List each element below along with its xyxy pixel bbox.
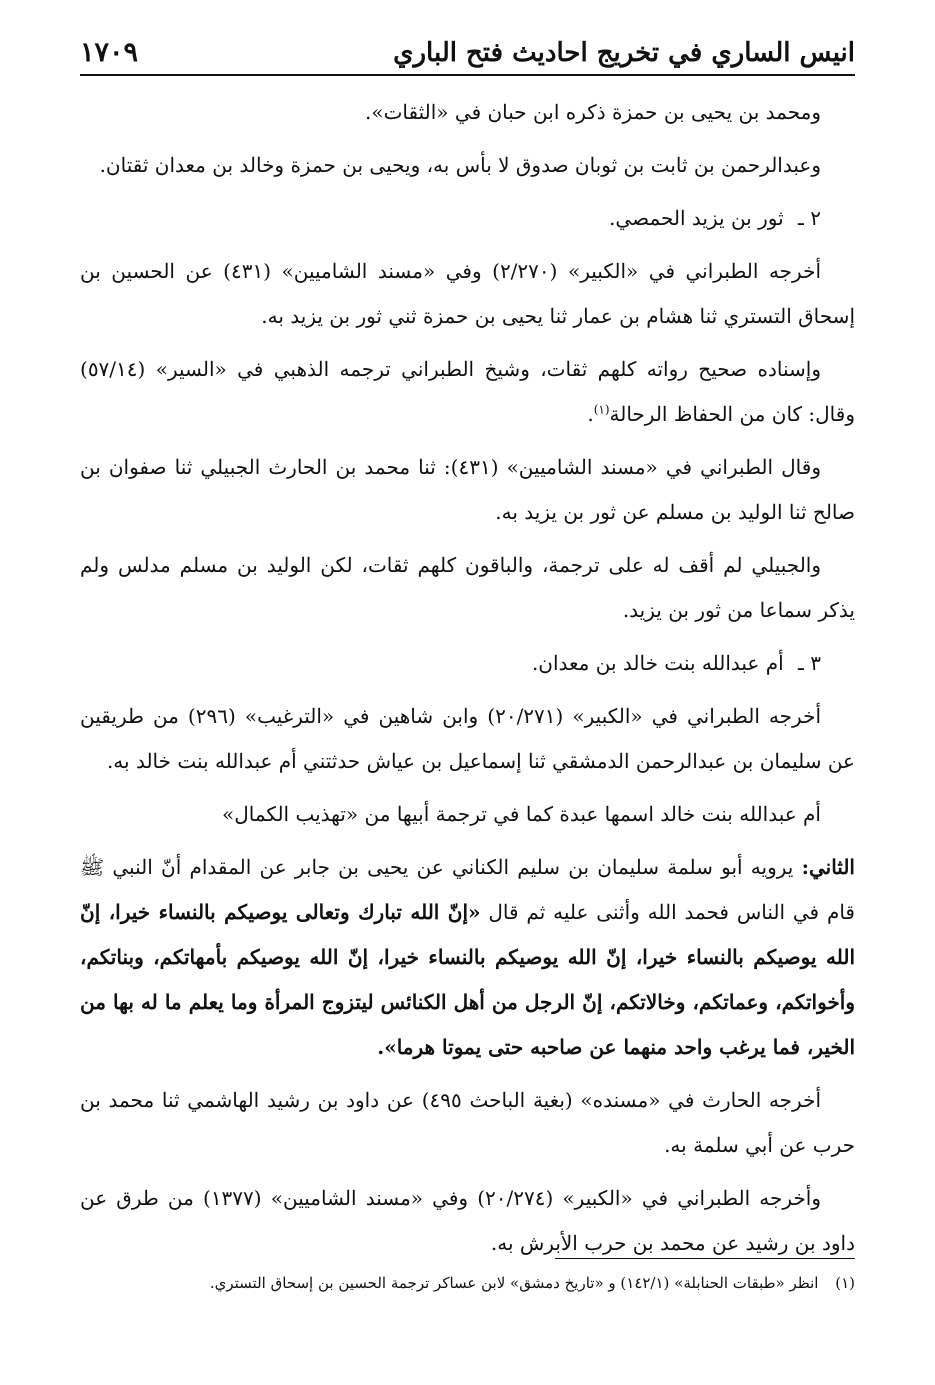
paragraph: أخرجه الحارث في «مسنده» (بغية الباحث ٤٩٥) عن داود بن رشيد الهاشمي ثنا محمد بن حرب عن أبي سلمة به. [80, 1088, 855, 1157]
item-number: ٢ ـ [798, 206, 821, 230]
footnote-marker: (١) [835, 1274, 855, 1292]
paragraph: وأخرجه الطبراني في «الكبير» (٢٠/٢٧٤) وفي «مسند الشاميين» (١٣٧٧) من طرق عن داود بن رشيد عن محمد بن حرب الأبرش به. [80, 1186, 855, 1255]
hadith-quote: «إنّ الله تبارك وتعالى يوصيكم بالنساء خيرا، إنّ الله يوصيكم بالنساء خيرا، إنّ الله يوصيكم بالنساء خيرا، إنّ الله يوصيكم بأمهاتكم، وبناتكم، وأخواتكم، وعماتكم، وخالاتكم، إنّ الرجل من أهل الكنائس ليتزوج المرأة وما يعلم ما له بها من الخير، فما يرغب واحد منهما عن صاحبه حتى يموتا هرما». [80, 900, 855, 1059]
item-text: أم عبدالله بنت خالد بن معدان. [531, 651, 784, 675]
paragraph: أم عبدالله بنت خالد اسمها عبدة كما في ترجمة أبيها من «تهذيب الكمال» [221, 802, 821, 826]
list-item-3 [80, 641, 855, 686]
page-body [80, 90, 855, 1274]
hadith-paragraph [80, 845, 855, 1070]
list-item-2 [80, 196, 855, 241]
paragraph-text: وإسناده صحيح رواته كلهم ثقات، وشيخ الطبراني ترجمه الذهبي في «السير» (٥٧/١٤) وقال: كان من الحفاظ الرحالة [80, 357, 855, 426]
paragraph: ومحمد بن يحيى بن حمزة ذكره ابن حبان في «الثقات». [364, 100, 821, 124]
paragraph: وقال الطبراني في «مسند الشاميين» (٤٣١): ثنا محمد بن الحارث الجبيلي ثنا صفوان بن صالح ثنا الوليد بن مسلم عن ثور بن يزيد به. [80, 455, 855, 524]
footnote [80, 1268, 855, 1298]
footnote-text: انظر «طبقات الحنابلة» (١٤٢/١) و «تاريخ دمشق» لابن عساكر ترجمة الحسين بن إسحاق التستري. [209, 1274, 819, 1292]
footnote-reference[interactable]: (١) [593, 402, 610, 417]
page-number: ١٧٠٩ [80, 37, 139, 69]
paragraph: وعبدالرحمن بن ثابت بن ثوبان صدوق لا بأس به، ويحيى بن حمزة وخالد بن معدان ثقتان. [99, 153, 821, 177]
book-title: انيس الساري في تخريج احاديث فتح الباري [393, 38, 855, 69]
hadith-chain: يرويه أبو سلمة سليمان بن سليم الكناني عن يحيى بن جابر عن المقدام أنّ النبي ﷺ قام في الناس فحمد الله وأثنى عليه ثم قال [80, 855, 855, 924]
paragraph: والجبيلي لم أقف له على ترجمة، والباقون كلهم ثقات، لكن الوليد بن مسلم مدلس ولم يذكر سماعا من ثور بن يزيد. [80, 553, 855, 622]
section-label: الثاني: [801, 855, 855, 879]
paragraph [80, 347, 855, 437]
paragraph: أخرجه الطبراني في «الكبير» (٢/٢٧٠) وفي «مسند الشاميين» (٤٣١) عن الحسين بن إسحاق التستري ثنا هشام بن عمار ثنا يحيى بن حمزة ثني ثور بن يزيد به. [80, 259, 855, 328]
paragraph: أخرجه الطبراني في «الكبير» (٢٠/٢٧١) وابن شاهين في «الترغيب» (٢٩٦) من طريقين عن سليمان بن عبدالرحمن الدمشقي ثنا إسماعيل بن عياش حدثتني أم عبدالله بنت خالد به. [80, 704, 855, 773]
paragraph-end: . [587, 402, 594, 426]
running-header [80, 26, 855, 76]
item-text: ثور بن يزيد الحمصي. [609, 206, 784, 230]
item-number: ٣ ـ [798, 651, 821, 675]
footnote-divider [555, 1258, 855, 1259]
